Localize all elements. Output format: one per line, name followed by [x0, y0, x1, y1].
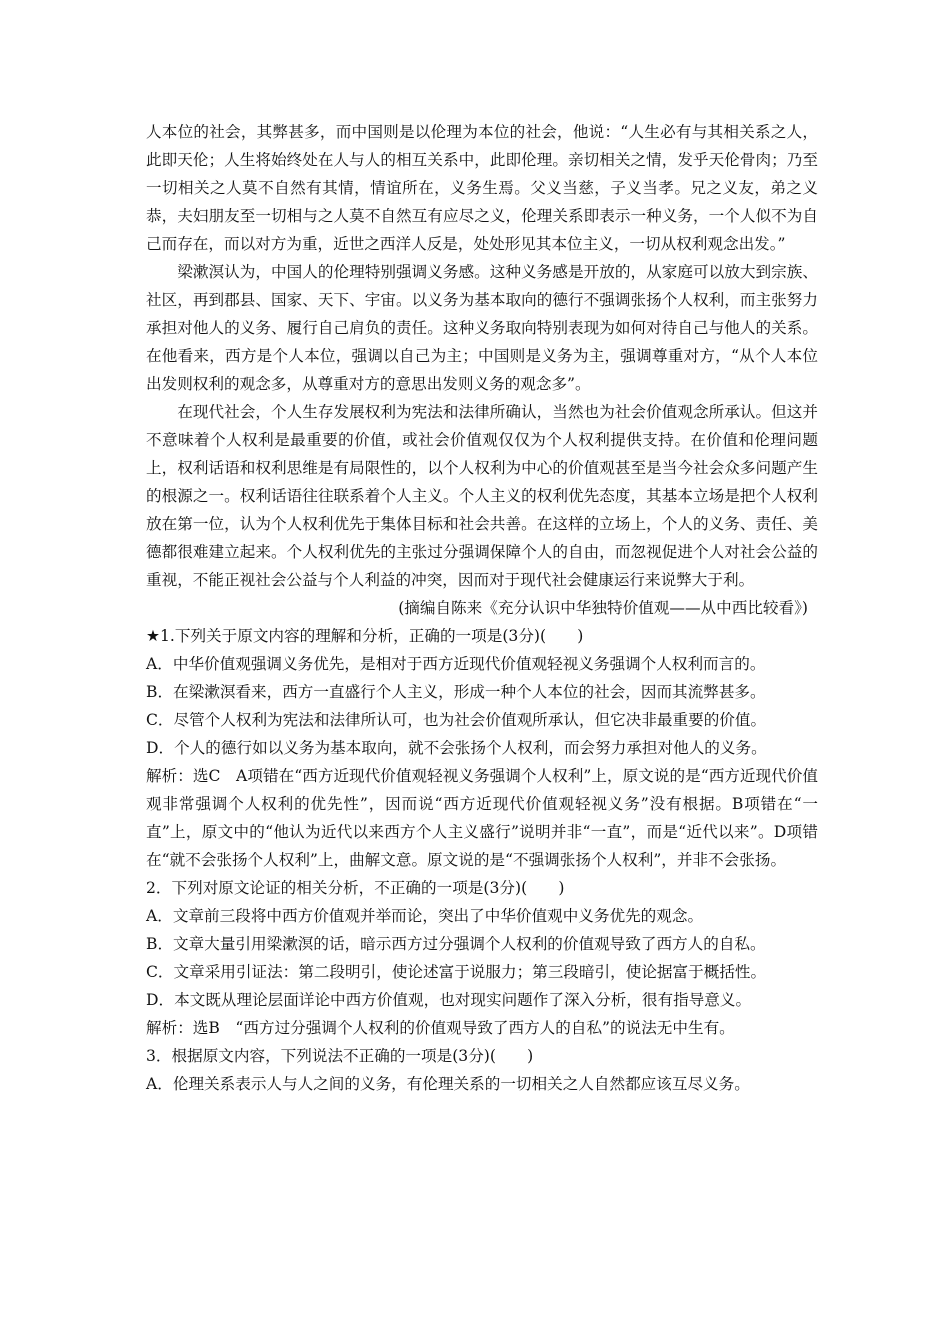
analysis: 解析：选B “西方过分强调个人权利的价值观导致了西方人的自私”的说法无中生有。: [146, 1019, 735, 1037]
analysis: 解析：选C A项错在“西方近现代价值观轻视义务强调个人权利”上，原文说的是“西方近现代价值观非常强调个人权利的优先性”，因而说“西方近现代价值观轻视义务”没有根据。B项错在“一直”上，原文中的“他认为近代以来西方个人主义盛行”说明并非“一直”，而是“近代以来”。D项错在“就不会张扬个人权利”上，曲解文意。原文说的是“不强调张扬个人权利”，并非不会张扬。: [146, 767, 818, 869]
option-a: A．伦理关系表示人与人之间的义务，有伦理关系的一切相关之人自然都应该互尽义务。: [146, 1075, 750, 1093]
question-3: [146, 1042, 818, 1098]
option-d: D．个人的德行如以义务为基本取向，就不会张扬个人权利，而会努力承担对他人的义务。: [146, 739, 767, 757]
article-paragraph-2: 梁漱溟认为，中国人的伦理特别强调义务感。这种义务感是开放的，从家庭可以放大到宗族、社区，再到郡县、国家、天下、宇宙。以义务为基本取向的德行不强调张扬个人权利，而主张努力承担对他人的义务、履行自己肩负的责任。这种义务取向特别表现为如何对待自己与他人的关系。在他看来，西方是个人本位，强调以自己为主；中国则是义务为主，强调尊重对方，“从个人本位出发则权利的观念多，从尊重对方的意思出发则义务的观念多”。: [146, 263, 818, 393]
question-stem: 3．根据原文内容，下列说法不正确的一项是(3分)( ): [146, 1047, 534, 1065]
question-stem: ★1.下列关于原文内容的理解和分析，正确的一项是(3分)( ): [146, 627, 584, 645]
article-paragraph-1: 人本位的社会，其弊甚多，而中国则是以伦理为本位的社会，他说：“人生必有与其相关系之人，此即天伦；人生将始终处在人与人的相互关系中，此即伦理。亲切相关之情，发乎天伦骨肉；乃至一切相关之人莫不自然有其情，情谊所在，义务生焉。父义当慈，子义当孝。兄之义友，弟之义恭，夫妇朋友至一切相与之人莫不自然互有应尽之义，伦理关系即表示一种义务，一个人似不为自己而存在，而以对方为重，近世之西洋人反是，处处形见其本位主义，一切从权利观念出发。”: [146, 123, 818, 253]
question-stem: 2．下列对原文论证的相关分析，不正确的一项是(3分)( ): [146, 879, 565, 897]
option-a: A．中华价值观强调义务优先，是相对于西方近现代价值观轻视义务强调个人权利而言的。: [146, 655, 766, 673]
document-page: [146, 118, 818, 1098]
option-d: D．本文既从理论层面详论中西方价值观，也对现实问题作了深入分析，很有指导意义。: [146, 991, 752, 1009]
option-b: B．文章大量引用梁漱溟的话，暗示西方过分强调个人权利的价值观导致了西方人的自私。: [146, 935, 766, 953]
option-b: B．在梁漱溟看来，西方一直盛行个人主义，形成一种个人本位的社会，因而其流弊甚多。: [146, 683, 766, 701]
option-a: A．文章前三段将中西方价值观并举而论，突出了中华价值观中义务优先的观念。: [146, 907, 704, 925]
question-2: [146, 874, 818, 1042]
option-c: C．尽管个人权利为宪法和法律所认可，也为社会价值观所承认，但它决非最重要的价值。: [146, 711, 767, 729]
article-source: (摘编自陈来《充分认识中华独特价值观——从中西比较看》): [398, 599, 808, 617]
article-paragraph-3: 在现代社会，个人生存发展权利为宪法和法律所确认，当然也为社会价值观念所承认。但这并不意味着个人权利是最重要的价值，或社会价值观仅仅为个人权利提供支持。在价值和伦理问题上，权利话语和权利思维是有局限性的，以个人权利为中心的价值观甚至是当今社会众多问题产生的根源之一。权利话语往往联系着个人主义。个人主义的权利优先态度，其基本立场是把个人权利放在第一位，认为个人权利优先于集体目标和社会共善。在这样的立场上，个人的义务、责任、美德都很难建立起来。个人权利优先的主张过分强调保障个人的自由，而忽视促进个人对社会公益的重视，不能正视社会公益与个人利益的冲突，因而对于现代社会健康运行来说弊大于利。: [146, 403, 818, 589]
question-1: [146, 622, 818, 874]
star-icon: ★: [146, 627, 160, 645]
option-c: C．文章采用引证法：第二段明引，使论述富于说服力；第三段暗引，使论据富于概括性。: [146, 963, 767, 981]
